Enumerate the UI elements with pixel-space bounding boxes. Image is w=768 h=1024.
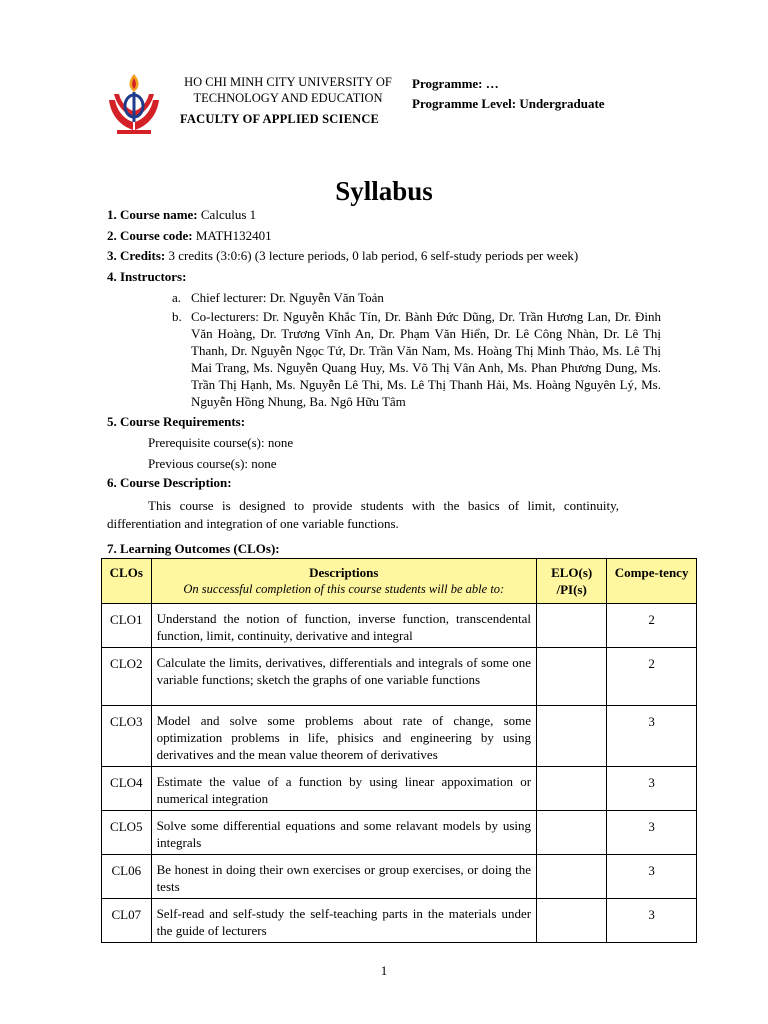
clo-description: Be honest in doing their own exercises or group exercises, or doing the tests	[151, 855, 536, 899]
clo-elo	[537, 767, 607, 811]
clo-elo	[537, 604, 607, 648]
clo-description: Estimate the value of a function by using linear appoximation or numerical integration	[151, 767, 536, 811]
table-row	[102, 855, 697, 899]
credits-line	[107, 247, 578, 264]
clo-id: CL07	[102, 899, 152, 943]
clo-competency: 3	[607, 706, 697, 767]
table-row	[102, 604, 697, 648]
clo-id: CLO3	[102, 706, 152, 767]
header-elo-line2: /PI(s)	[556, 582, 587, 597]
clo-id: CLO4	[102, 767, 152, 811]
page-number: 1	[380, 963, 388, 978]
clo-competency: 2	[607, 648, 697, 706]
clo-competency: 3	[607, 811, 697, 855]
list-marker: a.	[172, 290, 182, 305]
table-row	[102, 899, 697, 943]
course-code: MATH132401	[195, 228, 272, 243]
previous-courses: Previous course(s): none	[148, 456, 277, 471]
university-logo-icon	[105, 70, 163, 136]
table-row	[102, 706, 697, 767]
clo-competency: 2	[607, 604, 697, 648]
credits-value: 3 credits (3:0:6) (3 lecture periods, 0 lab period, 6 self-study periods per week)	[168, 248, 579, 263]
course-name: Calculus 1	[200, 207, 257, 222]
university-name-line2: TECHNOLOGY AND EDUCATION	[193, 91, 383, 105]
clo-competency: 3	[607, 899, 697, 943]
course-name-line	[107, 206, 256, 223]
section-number: 5.	[107, 414, 117, 429]
clo-id: CLO1	[102, 604, 152, 648]
instructors-heading	[107, 268, 186, 285]
clo-description: Solve some differential equations and some relavant models by using integrals	[151, 811, 536, 855]
university-name	[173, 74, 403, 106]
course-code-line	[107, 227, 272, 244]
clo-competency: 3	[607, 767, 697, 811]
header-competency: Compe-tency	[607, 559, 697, 604]
clo-elo	[537, 899, 607, 943]
section-label: Course Requirements:	[120, 414, 246, 429]
table-header-row	[102, 559, 697, 604]
page-title: Syllabus	[335, 176, 433, 206]
university-name-line1: HO CHI MINH CITY UNIVERSITY OF	[184, 75, 392, 89]
clo-description: Model and solve some problems about rate of change, some optimization problems in life, phisics and engineering by using derivatives and the mean value theorem of derivatives	[151, 706, 536, 767]
list-marker: b.	[172, 309, 182, 324]
co-lecturers: Co-lecturers: Dr. Nguyễn Khắc Tín, Dr. Bành Đức Dũng, Dr. Trần Hương Lan, Dr. Đinh Văn Hoàng, Dr. Trương Vĩnh An, Dr. Phạm Văn Hiển, Dr. Lê Công Nhàn, Dr. Lê Thị Thanh, Dr. Nguyễn Ngọc Tứ, Dr. Trần Văn Nam, Ms. Hoàng Thị Minh Thảo, Ms. Lê Thị Mai Trang, Ms. Nguyễn Quang Huy, Ms. Võ Thị Vân Anh, Ms. Phan Phương Dung, Ms. Trần Thị Hạnh, Ms. Nguyễn Lê Thi, Ms. Lê Thị Thanh Hải, Ms. Hoàng Nguyên Lý, Ms. Nguyễn Hồng Nhung, Ba. Ngô Hữu Tâm	[191, 309, 661, 409]
clo-id: CL06	[102, 855, 152, 899]
requirements-heading	[107, 413, 245, 430]
clo-description: Self-read and self-study the self-teaching parts in the materials under the guide of lecturers	[151, 899, 536, 943]
course-description: This course is designed to provide students with the basics of limit, continuity, differentiation and integration of one variable functions.	[107, 498, 619, 531]
clo-elo	[537, 706, 607, 767]
programme: Programme: …	[412, 76, 499, 91]
section-label: Credits:	[120, 248, 166, 263]
section-label: Instructors:	[120, 269, 187, 284]
clo-id: CLO2	[102, 648, 152, 706]
table-row	[102, 648, 697, 706]
section-number: 6.	[107, 475, 117, 490]
chief-lecturer: Chief lecturer: Dr. Nguyễn Văn Toản	[191, 290, 384, 305]
section-label: Learning Outcomes (CLOs):	[120, 541, 280, 556]
section-number: 2.	[107, 228, 117, 243]
header-elo-line1: ELO(s)	[551, 565, 593, 580]
clo-id: CLO5	[102, 811, 152, 855]
section-label: Course code:	[120, 228, 193, 243]
section-number: 4.	[107, 269, 117, 284]
clo-elo	[537, 855, 607, 899]
description-heading	[107, 474, 232, 491]
learning-outcomes-heading	[107, 540, 280, 557]
faculty-name: FACULTY OF APPLIED SCIENCE	[180, 112, 380, 126]
clo-description: Calculate the limits, derivatives, differentials and integrals of some one variable functions; sketch the graphs of one variable functions	[151, 648, 536, 706]
section-number: 1.	[107, 207, 117, 222]
header-descriptions	[151, 559, 536, 604]
section-number: 3.	[107, 248, 117, 263]
header-descriptions-sub: On successful completion of this course students will be able to:	[183, 582, 505, 596]
section-number: 7.	[107, 541, 117, 556]
section-label: Course Description:	[120, 475, 232, 490]
section-label: Course name:	[120, 207, 198, 222]
header-clos: CLOs	[102, 559, 152, 604]
clo-table	[101, 558, 697, 943]
table-row	[102, 767, 697, 811]
table-row	[102, 811, 697, 855]
header-descriptions-label: Descriptions	[309, 565, 379, 580]
clo-elo	[537, 811, 607, 855]
programme-info	[412, 74, 605, 114]
prerequisite-courses: Prerequisite course(s): none	[148, 435, 294, 450]
clo-competency: 3	[607, 855, 697, 899]
clo-description: Understand the notion of function, inverse function, transcendental function, limit, continuity, derivative and integral	[151, 604, 536, 648]
clo-elo	[537, 648, 607, 706]
header-elo	[537, 559, 607, 604]
programme-level: Programme Level: Undergraduate	[412, 96, 605, 111]
